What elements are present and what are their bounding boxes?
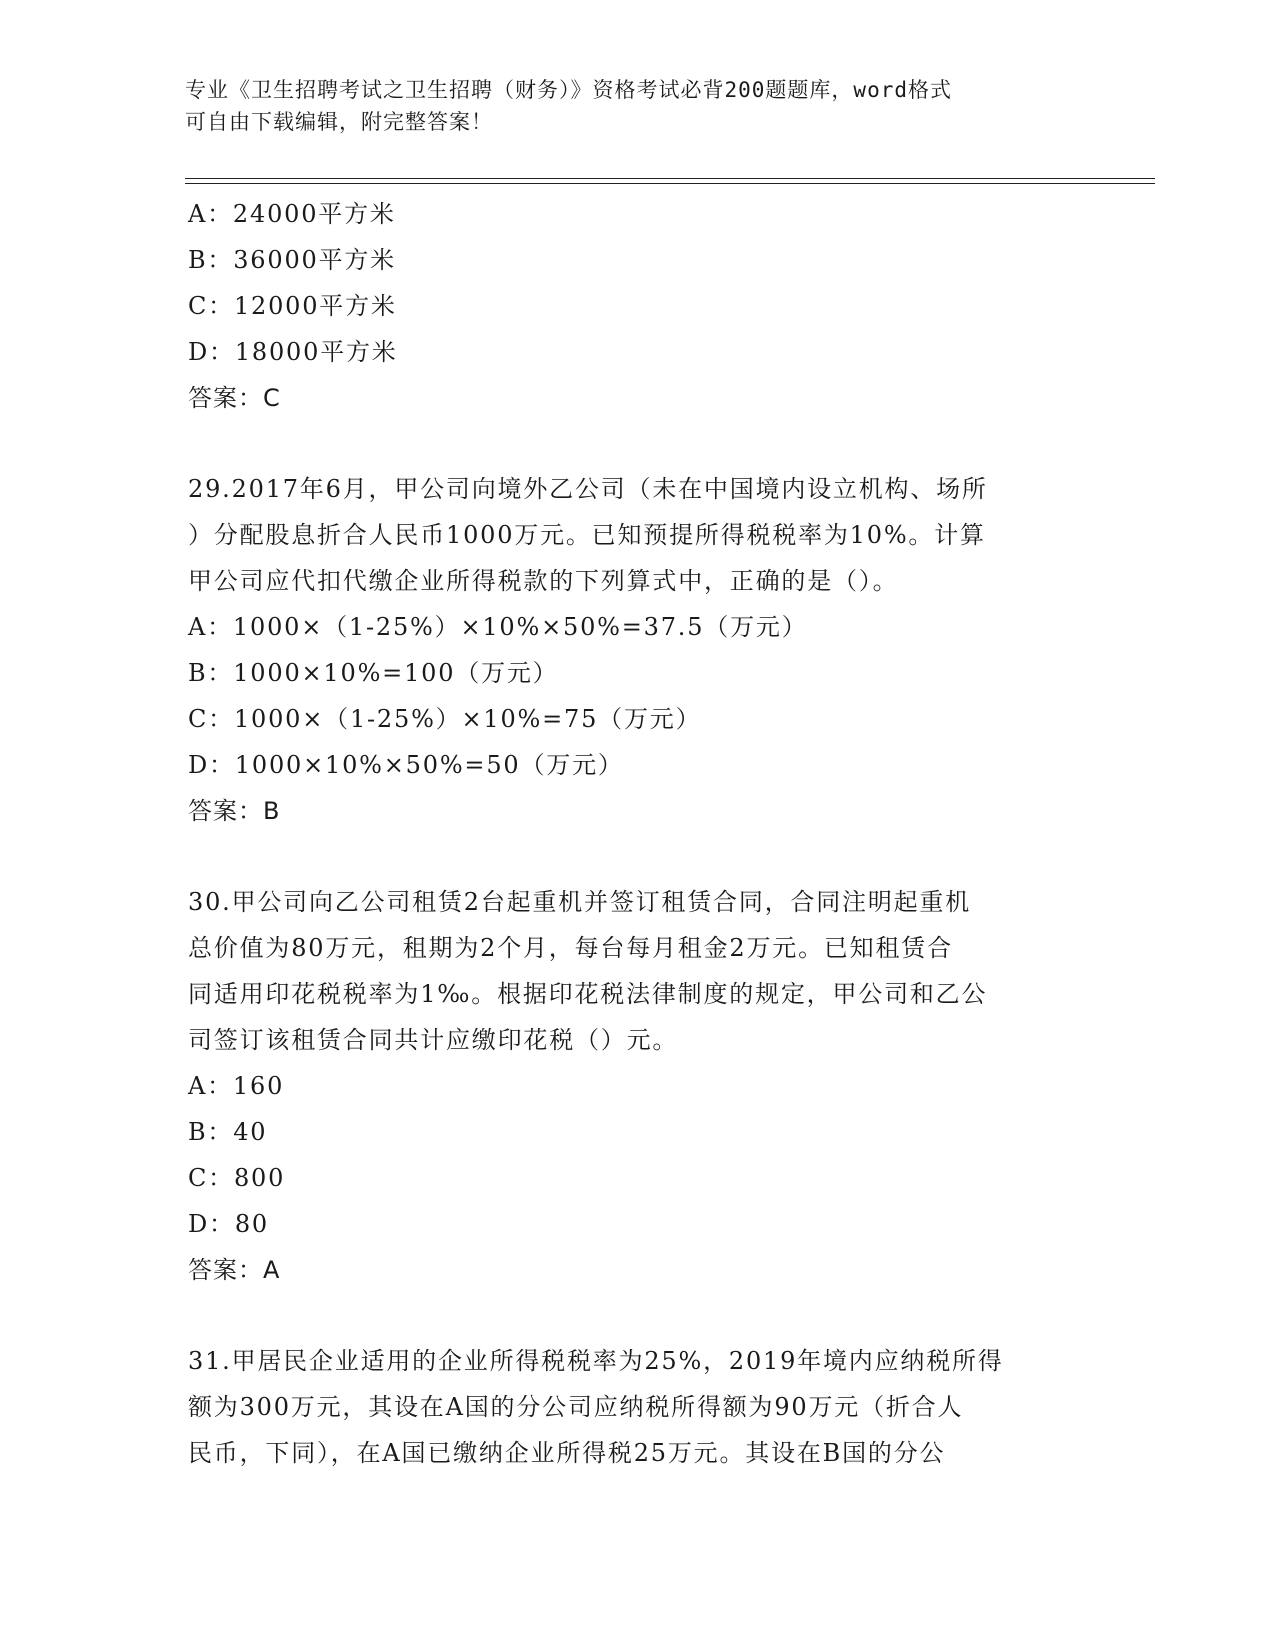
option-a: A：24000平方米 — [188, 200, 396, 228]
option-a: A：160 — [188, 1072, 285, 1100]
spacer — [188, 421, 1093, 466]
spacer — [188, 1293, 1093, 1338]
option-b: B：36000平方米 — [188, 246, 396, 274]
question-list — [188, 191, 1093, 1476]
question-text-line: 甲公司应代扣代缴企业所得税款的下列算式中，正确的是（）。 — [188, 567, 899, 595]
option-c: C：800 — [188, 1164, 286, 1192]
question-text-line: 31.甲居民企业适用的企业所得税税率为25%，2019年境内应纳税所得 — [188, 1347, 1004, 1375]
spacer — [188, 834, 1093, 879]
header-divider-bottom — [185, 183, 1155, 184]
header-title-line-1: 专业《卫生招聘考试之卫生招聘（财务）》资格考试必背200题题库，word格式 — [185, 78, 952, 102]
option-b: B：40 — [188, 1118, 268, 1146]
question-text-line: 民币，下同），在A国已缴纳企业所得税25万元。其设在B国的分公 — [188, 1439, 946, 1467]
question-31 — [188, 1338, 1093, 1476]
option-c: C：12000平方米 — [188, 292, 397, 320]
answer: 答案：C — [188, 384, 281, 412]
question-text-line: 30.甲公司向乙公司租赁2台起重机并签订租赁合同，合同注明起重机 — [188, 888, 972, 916]
question-28 — [188, 191, 1093, 421]
question-text-line: ）分配股息折合人民币1000万元。已知预提所得税税率为10%。计算 — [188, 521, 986, 549]
question-text-line: 同适用印花税税率为1‰。根据印花税法律制度的规定，甲公司和乙公 — [188, 980, 988, 1008]
document-header — [185, 74, 1085, 138]
option-c: C：1000×（1-25%）×10%=75（万元） — [188, 705, 702, 733]
option-d: D：80 — [188, 1210, 269, 1238]
option-a: A：1000×（1-25%）×10%×50%=37.5（万元） — [188, 613, 808, 641]
question-30 — [188, 879, 1093, 1293]
question-text-line: 29.2017年6月，甲公司向境外乙公司（未在中国境内设立机构、场所 — [188, 475, 988, 503]
question-text-line: 总价值为80万元，租期为2个月，每台每月租金2万元。已知租赁合 — [188, 934, 953, 962]
header-divider-top — [185, 178, 1155, 179]
question-text-line: 额为300万元，其设在A国的分公司应纳税所得额为90万元（折合人 — [188, 1393, 964, 1421]
option-d: D：18000平方米 — [188, 338, 398, 366]
question-text-line: 司签订该租赁合同共计应缴印花税（）元。 — [188, 1026, 679, 1054]
header-title-line-2: 可自由下载编辑，附完整答案！ — [185, 110, 493, 134]
option-b: B：1000×10%=100（万元） — [188, 659, 559, 687]
question-29 — [188, 466, 1093, 834]
answer: 答案：B — [188, 797, 281, 825]
answer: 答案：A — [188, 1256, 281, 1284]
option-d: D：1000×10%×50%=50（万元） — [188, 751, 624, 779]
